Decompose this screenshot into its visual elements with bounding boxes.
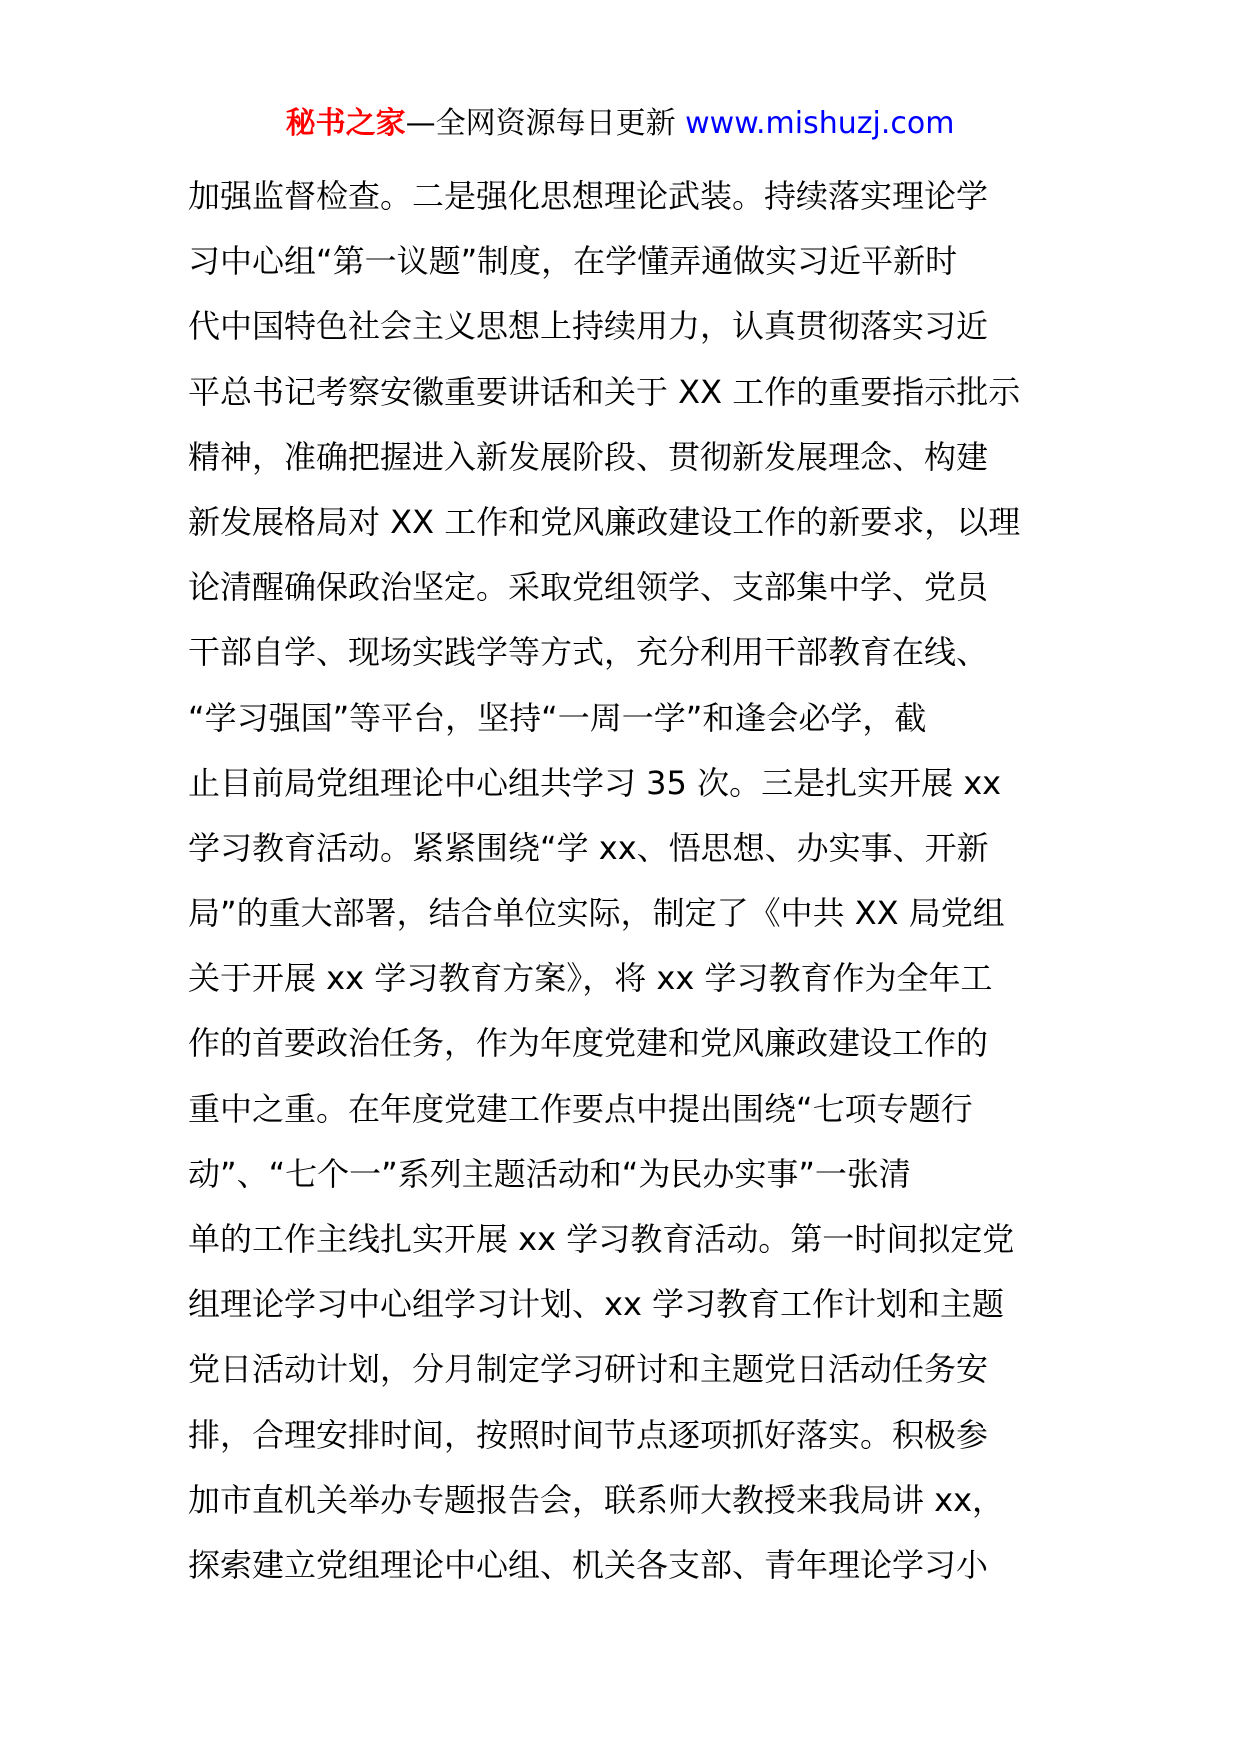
body-line: 论清醒确保政治坚定。采取党组领学、支部集中学、党员 [188,568,989,607]
body-line: 代中国特色社会主义思想上持续用力，认真贯彻落实习近 [188,307,989,346]
body-line: 动”、“七个一”系列主题活动和“为民办实事”一张清 [188,1154,911,1193]
body-line: 加强监督检查。二是强化思想理论武装。持续落实理论学 [188,177,989,215]
body-line: 组理论学习中心组学习计划、xx 学习教育工作计划和主题 [188,1285,1005,1324]
body-line: 习中心组“第一议题”制度，在学懂弄通做实习近平新时 [188,242,958,281]
body-line: 关于开展 xx 学习教育方案》，将 xx 学习教育作为全年工 [188,959,993,998]
body-line: 党日活动计划，分月制定学习研讨和主题党日活动任务安 [188,1350,989,1389]
site-brand: 秘书之家 [285,106,406,141]
document-body [188,164,1068,1598]
body-line: 探索建立党组理论中心组、机关各支部、青年理论学习小 [188,1545,989,1584]
body-line: 重中之重。在年度党建工作要点中提出围绕“七项专题行 [188,1089,973,1128]
site-tagline: —全网资源每日更新 [405,106,676,141]
body-line: 作的首要政治任务，作为年度党建和党风廉政建设工作的 [188,1024,989,1063]
body-line: 精神，准确把握进入新发展阶段、贯彻新发展理念、构建 [188,437,989,476]
body-line: 止目前局党组理论中心组共学习 35 次。三是扎实开展 xx [188,763,1002,802]
body-line: 排，合理安排时间，按照时间节点逐项抓好落实。积极参 [188,1415,989,1454]
body-line: 学习教育活动。紧紧围绕“学 xx、悟思想、办实事、开新 [188,828,989,867]
site-url-link[interactable]: www.mishuzj.com [685,106,955,141]
body-line: 平总书记考察安徽重要讲话和关于 XX 工作的重要指示批示 [188,372,1021,411]
body-line: 加市直机关举办专题报告会，联系师大教授来我局讲 xx， [188,1480,1005,1519]
page-header [0,100,1240,148]
body-line: 新发展格局对 XX 工作和党风廉政建设工作的新要求，以理 [188,502,1021,541]
body-line: 单的工作主线扎实开展 xx 学习教育活动。第一时间拟定党 [188,1220,1015,1258]
body-line: 干部自学、现场实践学等方式，充分利用干部教育在线、 [188,633,989,672]
body-line: 局”的重大部署，结合单位实际，制定了《中共 XX 局党组 [188,894,1005,933]
body-line: “学习强国”等平台，坚持“一周一学”和逢会必学，截 [188,698,927,737]
